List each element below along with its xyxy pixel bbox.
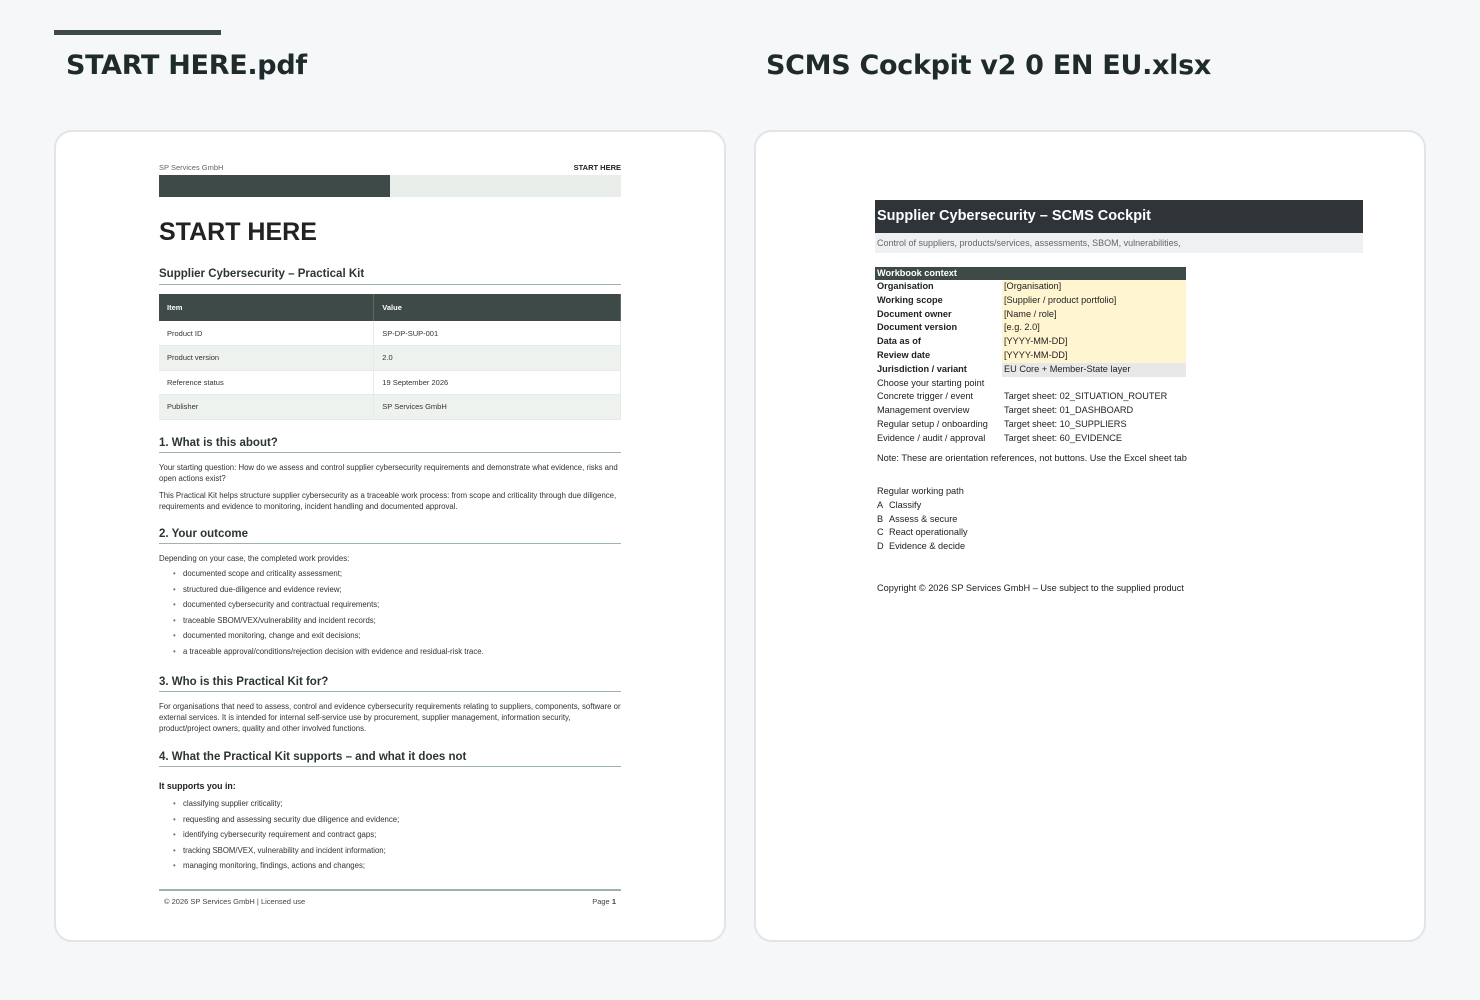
list-item: • requesting and assessing security due diligence and evidence; — [173, 815, 613, 831]
context-value-cell[interactable]: [Name / role] — [1002, 308, 1186, 322]
list-item: • structured due-diligence and evidence review; — [173, 585, 613, 601]
table-cell: Publisher — [159, 395, 374, 420]
pdf-footer — [159, 889, 621, 906]
list-item: • a traceable approval/conditions/rejection decision with evidence and residual-risk trace. — [173, 647, 613, 663]
table-cell: SP Services GmbH — [374, 395, 621, 420]
list-item: • documented monitoring, change and exit decisions; — [173, 631, 613, 647]
context-row: Review date [YYYY-MM-DD] — [875, 349, 1186, 363]
list-item: • identifying cybersecurity requirement and contract gaps; — [173, 830, 613, 846]
working-path-step: C React operationally — [877, 527, 968, 538]
xlsx-copyright: Copyright © 2026 SP Services GmbH – Use subject to the supplied product — [877, 583, 1184, 593]
list-item: • traceable SBOM/VEX/vulnerability and incident records; — [173, 616, 613, 632]
pdf-title: START HERE — [159, 218, 317, 246]
section-3-title: 3. Who is this Practical Kit for? — [159, 676, 621, 692]
section-3-paragraph: For organisations that need to assess, control and evidence cybersecurity requirements relating to suppliers, components, software or external services. It is intended for internal self-service use by procurement, supplier management, information security, product/project owners, quality and other involved functions. — [159, 702, 621, 733]
workbook-context-header: Workbook context — [875, 267, 1186, 280]
table-cell: 19 September 2026 — [374, 370, 621, 395]
section-1-paragraph-2: This Practical Kit helps structure supplier cybersecurity as a traceable work process: from scope and criticality through due diligence, requirements and evidence to monitoring, incident handling and documented approval. — [159, 491, 617, 511]
pdf-preview-card[interactable] — [54, 130, 726, 942]
table-cell: SP-DP-SUP-001 — [374, 321, 621, 346]
pdf-footer-copyright: © 2026 SP Services GmbH | Licensed use — [164, 897, 306, 906]
list-item: • documented scope and criticality assessment; — [173, 569, 613, 585]
list-item: • tracking SBOM/VEX, vulnerability and incident information; — [173, 846, 613, 862]
context-value-cell[interactable]: EU Core + Member-State layer — [1002, 363, 1186, 377]
table-header-value: Value — [374, 294, 621, 321]
context-row: Jurisdiction / variant EU Core + Member-State layer — [875, 363, 1186, 377]
section-1-paragraph-1: Your starting question: How do we assess and control supplier cybersecurity requirements and demonstrate what evidence, risks and open actions exist? — [159, 463, 618, 483]
table-row — [159, 321, 621, 346]
context-row: Organisation [Organisation] — [875, 280, 1186, 294]
starting-point-row: Concrete trigger / event Target sheet: 02_SITUATION_ROUTER — [877, 391, 1168, 402]
starting-point-row: Management overview Target sheet: 01_DASHBOARD — [877, 405, 1134, 416]
section-2-bullets — [173, 569, 613, 663]
context-row: Document owner [Name / role] — [875, 308, 1186, 322]
pdf-subtitle: Supplier Cybersecurity – Practical Kit — [159, 268, 621, 285]
list-item: • documented cybersecurity and contractual requirements; — [173, 600, 613, 616]
section-4-bullets — [173, 799, 613, 877]
xlsx-file-title: SCMS Cockpit v2 0 EN EU.xlsx — [766, 50, 1211, 81]
table-cell: 2.0 — [374, 346, 621, 371]
xlsx-preview-card[interactable] — [754, 130, 1426, 942]
working-path-step: B Assess & secure — [877, 513, 958, 524]
table-cell: Product version — [159, 346, 374, 371]
section-1-title: 1. What is this about? — [159, 437, 621, 453]
xlsx-title: Supplier Cybersecurity – SCMS Cockpit — [875, 200, 1363, 233]
section-4-title: 4. What the Practical Kit supports – and what it does not — [159, 751, 621, 767]
list-item: • managing monitoring, findings, actions and changes; — [173, 861, 613, 877]
list-item: • classifying supplier criticality; — [173, 799, 613, 815]
orientation-note: Note: These are orientation references, not buttons. Use the Excel sheet tab — [877, 453, 1187, 463]
pdf-page-number: Page 1 — [592, 897, 616, 906]
starting-point-row: Evidence / audit / approval Target sheet: 60_EVIDENCE — [877, 432, 1122, 443]
context-value-cell[interactable]: [YYYY-MM-DD] — [1002, 349, 1186, 363]
starting-point-row: Regular setup / onboarding Target sheet: 10_SUPPLIERS — [877, 419, 1127, 429]
working-path-step: A Classify — [877, 499, 922, 510]
pdf-header-org: SP Services GmbH — [159, 163, 224, 172]
working-path-step: D Evidence & decide — [877, 541, 966, 552]
table-row — [159, 346, 621, 371]
section-4-supports-label: It supports you in: — [159, 781, 236, 791]
context-value-cell[interactable]: [e.g. 2.0] — [1002, 321, 1186, 335]
section-2-title: 2. Your outcome — [159, 528, 621, 544]
context-row: Working scope [Supplier / product portfolio] — [875, 294, 1186, 308]
pdf-header-label: START HERE — [573, 163, 621, 172]
table-row — [159, 370, 621, 395]
context-value-cell[interactable]: [Supplier / product portfolio] — [1002, 294, 1186, 308]
pdf-file-title: START HERE.pdf — [66, 50, 307, 81]
context-row: Data as of [YYYY-MM-DD] — [875, 335, 1186, 349]
starting-point-label: Choose your starting point — [877, 377, 985, 388]
context-value-cell[interactable]: [Organisation] — [1002, 280, 1186, 294]
pdf-header-band — [159, 175, 621, 197]
context-row: Document version [e.g. 2.0] — [875, 321, 1186, 335]
context-value-cell[interactable]: [YYYY-MM-DD] — [1002, 335, 1186, 349]
working-path-label: Regular working path — [877, 486, 964, 496]
table-cell: Reference status — [159, 370, 374, 395]
table-header-item: Item — [159, 294, 374, 321]
table-cell: Product ID — [159, 321, 374, 346]
section-2-intro: Depending on your case, the completed work provides: — [159, 554, 350, 563]
accent-bar — [54, 30, 221, 35]
pdf-info-table — [159, 294, 621, 420]
table-row — [159, 395, 621, 420]
xlsx-subtitle: Control of suppliers, products/services, assessments, SBOM, vulnerabilities, — [875, 233, 1363, 253]
